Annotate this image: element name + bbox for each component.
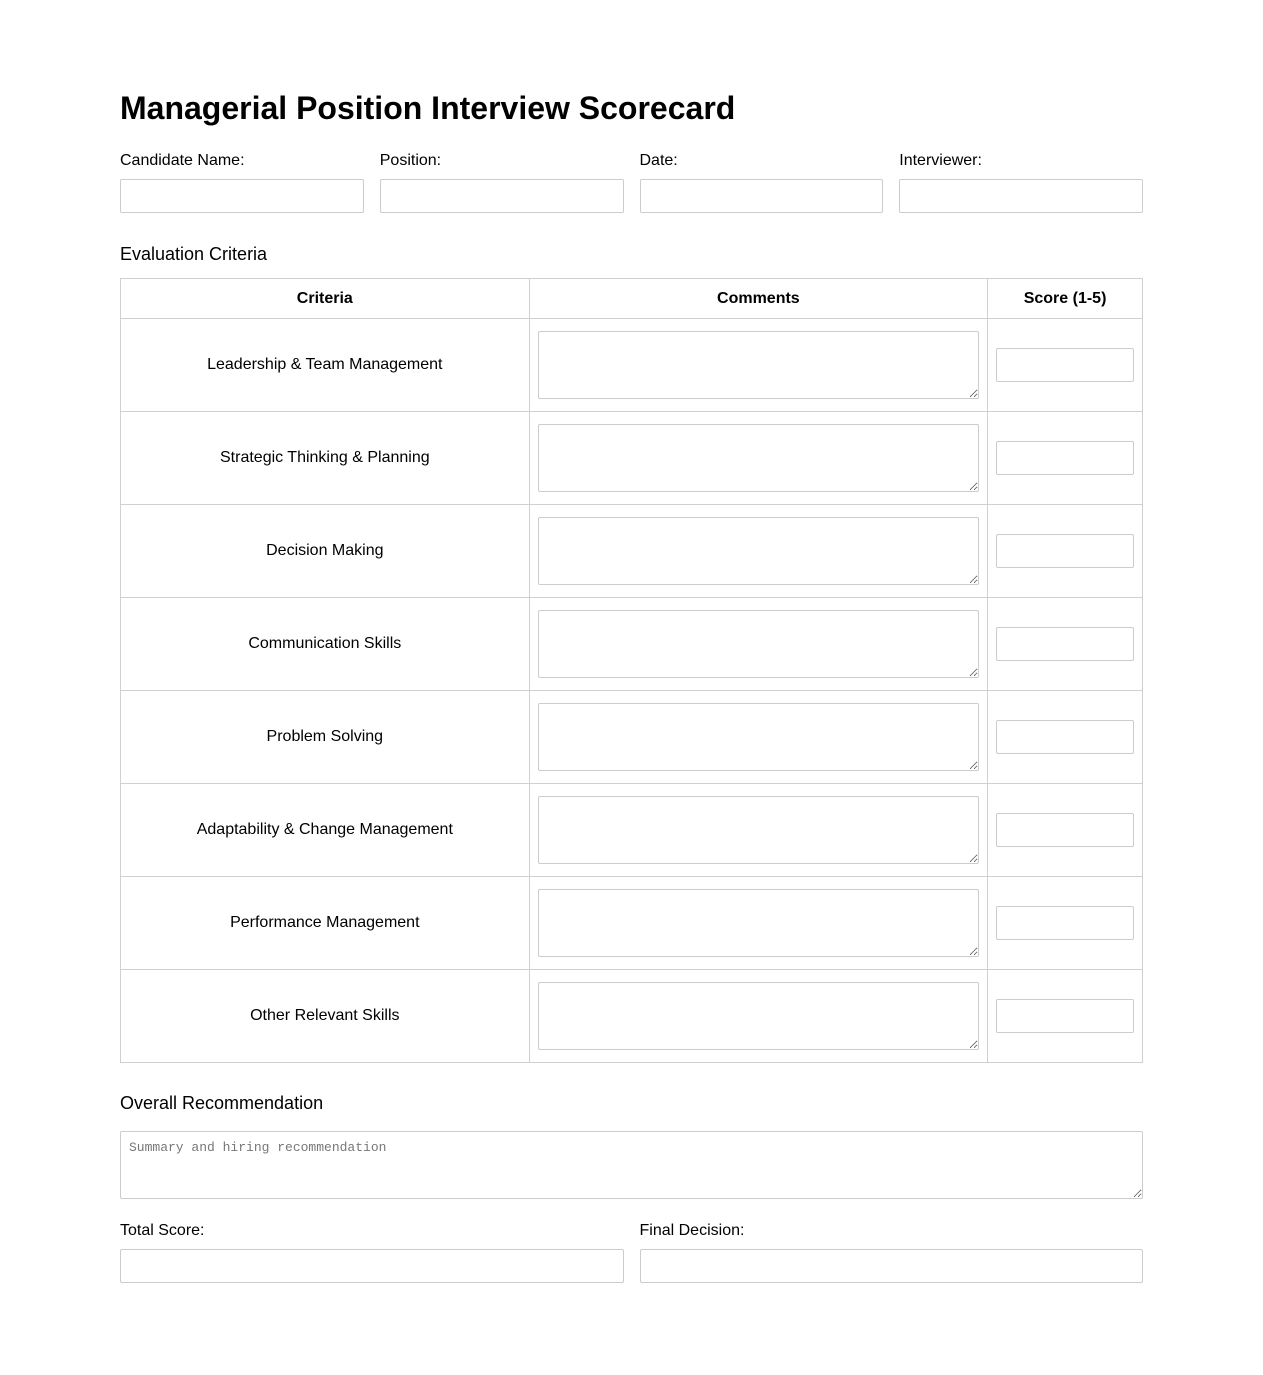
position-input[interactable] (380, 179, 624, 213)
date-label: Date: (639, 152, 678, 169)
score-header: Score (1-5) (988, 279, 1143, 319)
table-row (121, 505, 1143, 598)
score-cell (988, 319, 1143, 412)
criteria-name: Communication Skills (121, 598, 530, 691)
criteria-name: Other Relevant Skills (121, 970, 530, 1063)
criteria-name: Leadership & Team Management (121, 319, 530, 412)
table-row (121, 691, 1143, 784)
criteria-header: Criteria (121, 279, 530, 319)
score-input[interactable] (996, 720, 1134, 754)
table-row (121, 784, 1143, 877)
score-input[interactable] (996, 441, 1134, 475)
criteria-name: Adaptability & Change Management (121, 784, 530, 877)
score-cell (988, 412, 1143, 505)
comments-cell (529, 412, 988, 505)
total-score-label: Total Score: (120, 1222, 205, 1239)
criteria-name: Strategic Thinking & Planning (121, 412, 530, 505)
evaluation-heading: Evaluation Criteria (120, 244, 268, 264)
comments-textarea[interactable] (538, 424, 980, 492)
candidate-name-label: Candidate Name: (120, 152, 245, 169)
comments-cell (529, 319, 988, 412)
score-input[interactable] (996, 627, 1134, 661)
table-row (121, 970, 1143, 1063)
comments-textarea[interactable] (538, 517, 980, 585)
criteria-name: Problem Solving (121, 691, 530, 784)
footer-fields (120, 1222, 1143, 1283)
date-input[interactable] (640, 179, 884, 213)
criteria-table (120, 278, 1143, 1063)
comments-header: Comments (529, 279, 988, 319)
score-cell (988, 691, 1143, 784)
comments-cell (529, 598, 988, 691)
final-decision-input[interactable] (640, 1249, 1144, 1283)
table-row (121, 319, 1143, 412)
criteria-name: Decision Making (121, 505, 530, 598)
score-input[interactable] (996, 999, 1134, 1033)
comments-textarea[interactable] (538, 703, 980, 771)
table-row (121, 412, 1143, 505)
score-cell (988, 598, 1143, 691)
total-score-input[interactable] (120, 1249, 624, 1283)
comments-cell (529, 970, 988, 1063)
recommendation-textarea[interactable] (120, 1131, 1143, 1199)
score-cell (988, 784, 1143, 877)
score-cell (988, 877, 1143, 970)
comments-textarea[interactable] (538, 982, 980, 1050)
score-input[interactable] (996, 906, 1134, 940)
overall-heading: Overall Recommendation (120, 1093, 324, 1113)
comments-textarea[interactable] (538, 889, 980, 957)
page-title: Managerial Position Interview Scorecard (120, 90, 736, 126)
position-label: Position: (379, 152, 442, 169)
interviewer-input[interactable] (899, 179, 1143, 213)
score-cell (988, 970, 1143, 1063)
score-input[interactable] (996, 348, 1134, 382)
header-fields (120, 152, 1143, 213)
final-decision-label: Final Decision: (639, 1222, 745, 1239)
score-input[interactable] (996, 534, 1134, 568)
interviewer-label: Interviewer: (899, 152, 982, 169)
score-input[interactable] (996, 813, 1134, 847)
comments-cell (529, 505, 988, 598)
comments-cell (529, 877, 988, 970)
candidate-name-input[interactable] (120, 179, 364, 213)
comments-textarea[interactable] (538, 331, 980, 399)
comments-cell (529, 691, 988, 784)
table-row (121, 598, 1143, 691)
criteria-name: Performance Management (121, 877, 530, 970)
comments-textarea[interactable] (538, 610, 980, 678)
table-row (121, 877, 1143, 970)
comments-cell (529, 784, 988, 877)
comments-textarea[interactable] (538, 796, 980, 864)
score-cell (988, 505, 1143, 598)
